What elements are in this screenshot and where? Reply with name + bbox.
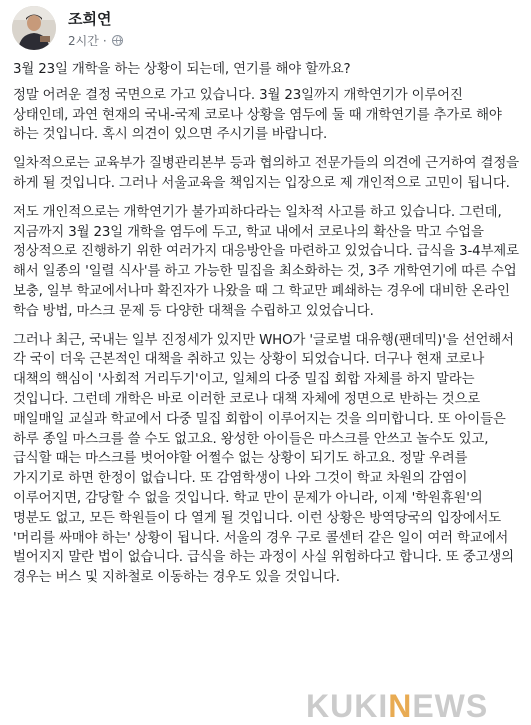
post-paragraph: 일차적으로는 교육부가 질병관리본부 등과 협의하고 전문가들의 의견에 근거하여 결정을 하게 될 것입니다. 그러나 서울교육을 책임지는 입장으로 제 개인적으로 고민이 됩니다. bbox=[13, 156, 519, 191]
profile-photo bbox=[12, 6, 56, 50]
post-paragraph: 3월 23일 개학을 하는 상황이 되는데, 연기를 해야 할까요? bbox=[13, 62, 351, 77]
post-header bbox=[12, 6, 512, 52]
globe-icon[interactable] bbox=[112, 35, 123, 46]
avatar[interactable] bbox=[12, 6, 56, 50]
post-meta bbox=[68, 32, 123, 49]
meta-separator: · bbox=[102, 33, 107, 48]
post-paragraph: 저도 개인적으로는 개학연기가 불가피하다라는 일차적 사고를 하고 있습니다. 그런데, 지금까지 3월 23일 개학을 염두에 두고, 학교 내에서 코로나의 확산을 막고 수업을 정상적으로 진행하기 위한 여러가지 대응방안을 마련하고 있었습니다. 급식을 3-4부제로 해서 일종의 '일렬 식사'를 하고 가능한 밀집을 최소화하는 것, 3주 개학연기에 따른 수업 보충, 일부 학교에서나마 확진자가 나왔을 때 그 학교만 폐쇄하는 경우에 대비한 온라인 학습 방법, 마스크 문제 등 다양한 대책을 수립하고 있었습니다. bbox=[13, 204, 519, 319]
post-timestamp[interactable]: 2시간 bbox=[68, 34, 99, 48]
post-body bbox=[13, 60, 519, 597]
post-paragraph: 그러나 최근, 국내는 일부 진정세가 있지만 WHO가 '글로벌 대유행(팬데믹)'을 선언해서 각 국이 더욱 근본적인 대책을 취하고 있는 상황이 되었습니다. 더구나 현재 코로나 대책의 핵심이 '사회적 거리두기'이고, 일체의 다중 밀집 회합 자체를 하지 말라는 것입니다. 그런데 개학은 바로 이러한 코로나 대책 자체에 정면으로 반하는 것으로 매일매일 교실과 학교에서 다중 밀집 회합이 이루어지는 것을 의미합니다. 또 아이들은 하루 종일 마스크를 쓸 수도 없고요. 왕성한 아이들은 마스크를 안쓰고 놀수도 있고, 급식할 때는 마스크를 벗어야할 어쩔수 없는 상황이 되기도 하고요. 정말 우려를 가지기로 하면 한정이 없습니다. 또 감염학생이 나와 그것이 학교 차원의 감염이 이루어지면, 감당할 수 없을 것입니다. 학교 만이 문제가 아니라, 이제 '학원휴원'의 명분도 없고, 모든 학원들이 다 열게 될 것입니다. 이런 상황은 방역당국의 입장에서도 '머리를 싸매야 하는' 상황이 됩니다. 서울의 경우 구로 콜센터 같은 일이 여러 학교에서 벌어지지 말란 법이 없습니다. 급식을 하는 과정이 사실 위험하다고 합니다. 또 중고생의 경우는 버스 및 지하철로 이동하는 경우도 있을 것입니다. bbox=[13, 332, 514, 586]
watermark-accent: N bbox=[388, 688, 413, 724]
watermark-suffix: EWS bbox=[412, 688, 489, 724]
author-name[interactable]: 조희연 bbox=[68, 10, 112, 28]
watermark-logo bbox=[306, 688, 488, 725]
post-paragraph: 정말 어려운 결정 국면으로 가고 있습니다. 3월 23일까지 개학연기가 이루어진 상태인데, 과연 현재의 국내-국제 코로나 상황을 염두에 둘 때 개학연기를 추가로 해야 하는 것입니다. 혹시 의견이 있으면 주시기를 바랍니다. bbox=[13, 87, 502, 143]
watermark-prefix: KUKI bbox=[306, 688, 389, 724]
